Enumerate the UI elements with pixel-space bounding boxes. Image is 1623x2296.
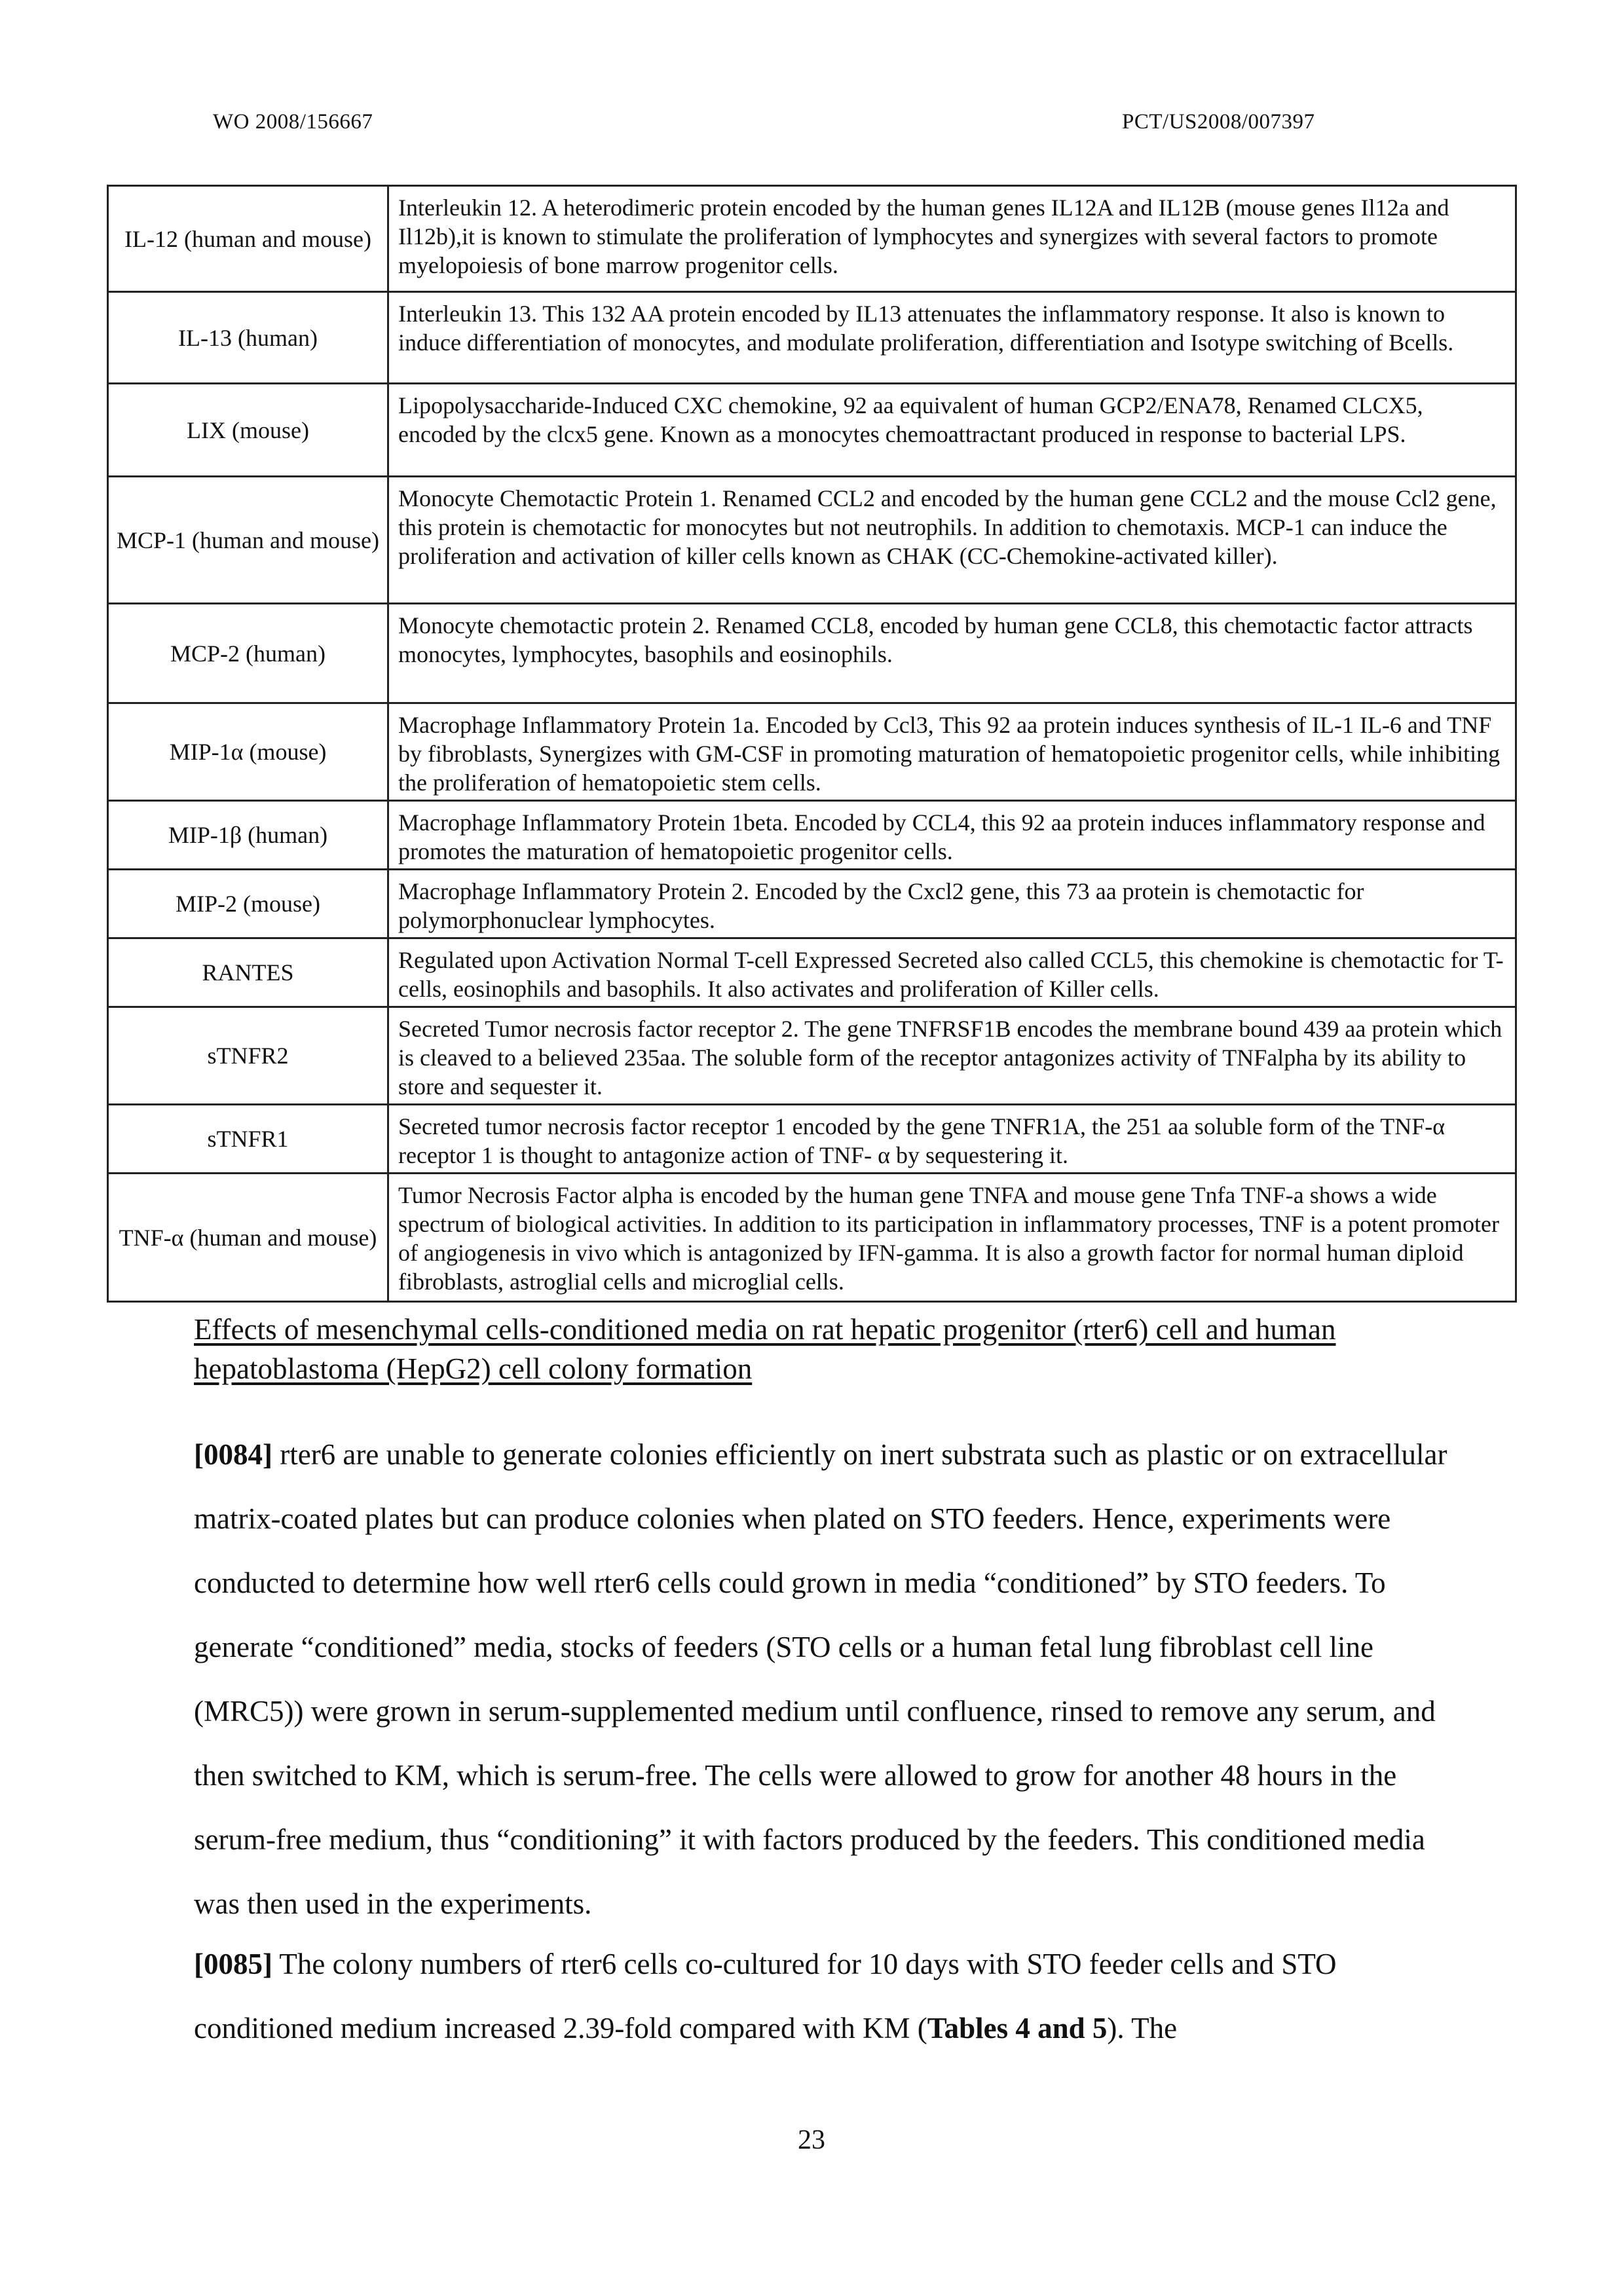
cytokine-name: TNF-α (human and mouse)	[108, 1174, 388, 1302]
table-row	[108, 384, 1516, 477]
cytokine-name: RANTES	[108, 938, 388, 1007]
table-row	[108, 1174, 1516, 1302]
paragraph-text: The colony numbers of rter6 cells co-cultured for 10 days with STO feeder cells and STO conditioned medium increased 2.39-fold compared with KM (	[194, 1948, 1337, 2045]
cytokine-name: LIX (mouse)	[108, 384, 388, 477]
paragraph-0084	[194, 1422, 1451, 1936]
cytokine-name: MCP-2 (human)	[108, 604, 388, 703]
table-row	[108, 604, 1516, 703]
cytokine-name: sTNFR1	[108, 1105, 388, 1174]
paragraph-text-end: ). The	[1107, 2012, 1178, 2045]
patent-publication-number: WO 2008/156667	[213, 110, 373, 134]
cytokine-name: MIP-1β (human)	[108, 801, 388, 870]
cytokine-description: Lipopolysaccharide-Induced CXC chemokine, 92 aa equivalent of human GCP2/ENA78, Renamed CLCX5, encoded by the clcx5 gene. Known as a monocytes chemoattractant produced in response to bacterial LPS.	[388, 384, 1516, 477]
cytokine-description: Secreted tumor necrosis factor receptor 1 encoded by the gene TNFR1A, the 251 aa soluble form of the TNF-α receptor 1 is thought to antagonize action of TNF- α by sequestering it.	[388, 1105, 1516, 1174]
cytokine-description: Regulated upon Activation Normal T-cell Expressed Secreted also called CCL5, this chemokine is chemotactic for T-cells, eosinophils and basophils. It also activates and proliferation of Killer cells.	[388, 938, 1516, 1007]
cytokine-name: sTNFR2	[108, 1007, 388, 1105]
table-row	[108, 801, 1516, 870]
cytokine-definition-table	[107, 185, 1517, 1303]
table-row	[108, 870, 1516, 938]
paragraph-0085	[194, 1932, 1451, 2060]
cytokine-description: Macrophage Inflammatory Protein 1a. Encoded by Ccl3, This 92 aa protein induces synthesis of IL-1 IL-6 and TNF by fibroblasts, Synergizes with GM-CSF in promoting maturation of hematopoietic progenitor cells, while inhibiting the proliferation of hematopoietic stem cells.	[388, 703, 1516, 801]
paragraph-text: rter6 are unable to generate colonies efficiently on inert substrata such as plastic or on extracellular matrix-coated plates but can produce colonies when plated on STO feeders. Hence, experiments were conducted to determine how well rter6 cells could grown in media “conditioned” by STO feeders. To generate “conditioned” media, stocks of feeders (STO cells or a human fetal lung fibroblast cell line (MRC5)) were grown in serum-supplemented medium until confluence, rinsed to remove any serum, and then switched to KM, which is serum-free. The cells were allowed to grow for another 48 hours in the serum-free medium, thus “conditioning” it with factors produced by the feeders. This conditioned media was then used in the experiments.	[194, 1438, 1447, 1920]
patent-application-number: PCT/US2008/007397	[1122, 110, 1315, 134]
table-row	[108, 938, 1516, 1007]
cytokine-name: MIP-2 (mouse)	[108, 870, 388, 938]
cytokine-name: MIP-1α (mouse)	[108, 703, 388, 801]
table-row	[108, 186, 1516, 292]
table-row	[108, 703, 1516, 801]
cytokine-description: Macrophage Inflammatory Protein 2. Encoded by the Cxcl2 gene, this 73 aa protein is chemotactic for polymorphonuclear lymphocytes.	[388, 870, 1516, 938]
cytokine-name: MCP-1 (human and mouse)	[108, 477, 388, 604]
cytokine-description: Interleukin 12. A heterodimeric protein encoded by the human genes IL12A and IL12B (mouse genes Il12a and Il12b),it is known to stimulate the proliferation of lymphocytes and synergizes with several factors to promote myelopoiesis of bone marrow progenitor cells.	[388, 186, 1516, 292]
table-reference: Tables 4 and 5	[927, 2012, 1108, 2045]
cytokine-table	[107, 185, 1517, 1303]
table-row	[108, 292, 1516, 384]
section-heading: Effects of mesenchymal cells-conditioned media on rat hepatic progenitor (rter6) cell and human hepatoblastoma (HepG2) cell colony formation	[194, 1313, 1336, 1385]
cytokine-description: Interleukin 13. This 132 AA protein encoded by IL13 attenuates the inflammatory response. It also is known to induce differentiation of monocytes, and modulate proliferation, differentiation and Isotype switching of Bcells.	[388, 292, 1516, 384]
cytokine-description: Secreted Tumor necrosis factor receptor 2. The gene TNFRSF1B encodes the membrane bound 439 aa protein which is cleaved to a believed 235aa. The soluble form of the receptor antagonizes activity of TNFalpha by its ability to store and sequester it.	[388, 1007, 1516, 1105]
page-number: 23	[798, 2125, 825, 2155]
table-row	[108, 477, 1516, 604]
cytokine-description: Tumor Necrosis Factor alpha is encoded by the human gene TNFA and mouse gene Tnfa TNF-a shows a wide spectrum of biological activities. In addition to its participation in inflammatory processes, TNF is a potent promoter of angiogenesis in vivo which is antagonized by IFN-gamma. It is also a growth factor for normal human diploid fibroblasts, astroglial cells and microglial cells.	[388, 1174, 1516, 1302]
paragraph-number: [0085]	[194, 1948, 272, 1980]
paragraph-number: [0084]	[194, 1438, 272, 1471]
table-row	[108, 1105, 1516, 1174]
cytokine-description: Monocyte Chemotactic Protein 1. Renamed CCL2 and encoded by the human gene CCL2 and the mouse Ccl2 gene, this protein is chemotactic for monocytes but not neutrophils. In addition to chemotaxis. MCP-1 can induce the proliferation and activation of killer cells known as CHAK (CC-Chemokine-activated killer).	[388, 477, 1516, 604]
cytokine-name: IL-13 (human)	[108, 292, 388, 384]
cytokine-description: Macrophage Inflammatory Protein 1beta. Encoded by CCL4, this 92 aa protein induces inflammatory response and promotes the maturation of hematopoietic progenitor cells.	[388, 801, 1516, 870]
cytokine-description: Monocyte chemotactic protein 2. Renamed CCL8, encoded by human gene CCL8, this chemotactic factor attracts monocytes, lymphocytes, basophils and eosinophils.	[388, 604, 1516, 703]
cytokine-name: IL-12 (human and mouse)	[108, 186, 388, 292]
table-row	[108, 1007, 1516, 1105]
